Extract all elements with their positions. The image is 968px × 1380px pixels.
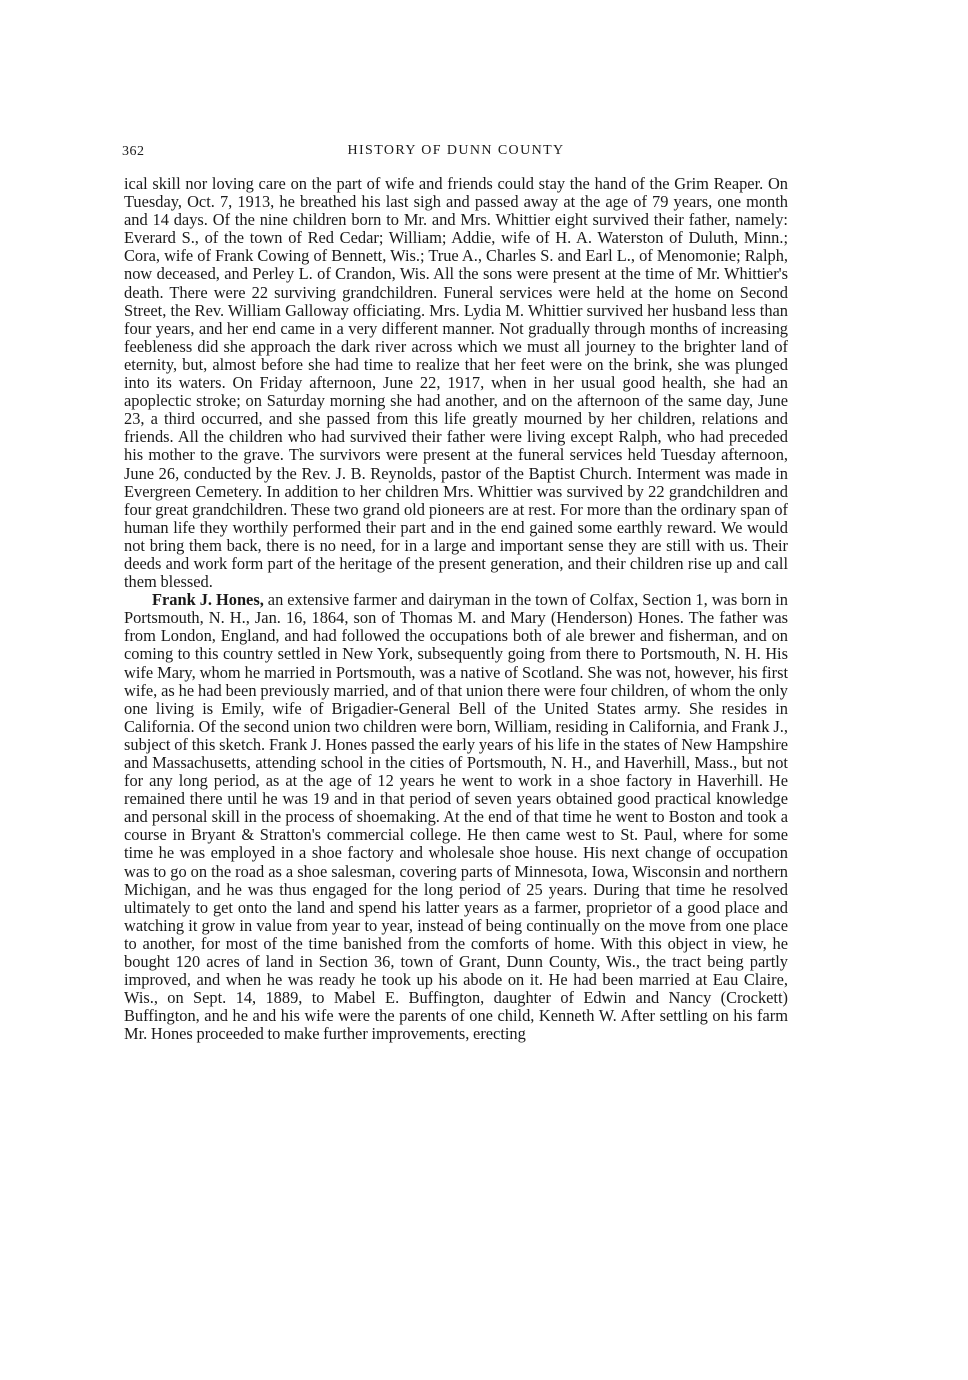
running-head xyxy=(122,140,790,164)
biography-subject-name: Frank J. Hones, xyxy=(152,590,264,610)
biography-paragraph xyxy=(124,591,788,1043)
body-text xyxy=(124,175,788,1044)
page-header-title: HISTORY OF DUNN COUNTY xyxy=(347,143,565,158)
continued-paragraph xyxy=(124,175,788,591)
paragraph-text: an extensive farmer and dairyman in the town of Colfax, Section 1, was born in Portsmouth, N. H., Jan. 16, 1864, son of Thomas M. and Mary (Henderson) Hones. The father was from London, England, and had followed the occupations both of ale brewer and fisherman, and on coming to this country settled in New York, subsequently going from there to Portsmouth, N. H. His wife Mary, whom he married in Portsmouth, was a native of Scotland. She was not, however, his first wife, as he had been previously married, and of that union there were four children, of whom the only one living is Emily, wife of Brigadier-General Bell of the United States army. She resides in California. Of the second union two children were born, William, residing in California, and Frank J., subject of this sketch. Frank J. Hones passed the early years of his life in the states of New Hampshire and Massachusetts, attending school in the cities of Portsmouth, N. H., and Haverhill, Mass., but not for any long period, as at the age of 12 years he went to work in a shoe factory in Haverhill. He remained there until he was 19 and in that period of seven years obtained good practical knowledge and personal skill in the process of shoemaking. At the end of that time he went to Boston and took a course in Bryant & Stratton's commercial college. He then came west to St. Paul, where for some time he was employed in a shoe factory and wholesale shoe house. His next change of occupation was to go on the road as a shoe salesman, covering parts of Minnesota, Iowa, Wisconsin and northern Michigan, and he was thus engaged for the long period of 25 years. During that time he resolved ultimately to get onto the land and spend his latter years as a farmer, proprietor of a good place and watching it grow in value from year to year, instead of being continually on the move from one place to another, for most of the time banished from the comforts of home. With this object in view, he bought 120 acres of land in Section 36, town of Grant, Dunn County, Wis., the tract being partly improved, and when he was ready he took up his abode on it. He had been married at Eau Claire, Wis., on Sept. 14, 1889, to Mabel E. Buffington, daughter of Edwin and Nancy (Crockett) Buffington, and he and his wife were the parents of one child, Kenneth W. After settling on his farm Mr. Hones proceeded to make further improvements, erecting xyxy=(124,590,788,1044)
page-number: 362 xyxy=(122,144,145,159)
paragraph-text: ical skill nor loving care on the part of wife and friends could stay the hand of the Grim Reaper. On Tuesday, Oct. 7, 1913, he breathed his last sigh and passed away at the age of 79 years, one month and 14 days. Of the nine children born to Mr. and Mrs. Whittier eight survived their father, namely: Everard S., of the town of Red Cedar; William; Addie, wife of H. A. Waterston of Duluth, Minn.; Cora, wife of Frank Cowing of Bennett, Wis.; True A., Charles S. and Earl L., of Menomonie; Ralph, now deceased, and Perley L. of Crandon, Wis. All the sons were present at the time of Mr. Whittier's death. There were 22 surviving grandchildren. Funeral services were held at the home on Second Street, the Rev. William Galloway officiating. Mrs. Lydia M. Whittier survived her husband less than four years, and her end came in a very different manner. Not gradually through months of increasing feebleness did she approach the dark river across which we must all journey to the brighter land of eternity, but, almost before she had time to realize that her feet were on the brink, she was plunged into its waters. On Friday afternoon, June 22, 1917, when in her usual good health, she had an apoplectic stroke; on Saturday morning she had another, and on the afternoon of the same day, June 23, a third occurred, and she passed from this life greatly mourned by her children, relations and friends. All the children who had survived their father were living except Ralph, who had preceded his mother to the grave. The survivors were present at the funeral services held Tuesday afternoon, June 26, conducted by the Rev. J. B. Reynolds, pastor of the Baptist Church. Interment was made in Evergreen Cemetery. In addition to her children Mrs. Whittier was survived by 22 grandchildren and four great grandchildren. These two grand old pioneers are at rest. For more than the ordinary span of human life they worthily performed their part and in the end gained some earthly reward. We would not bring them back, there is no need, for in a large and important sense they are still with us. Their deeds and work form part of the heritage of the present generation, and their children rise up and call them blessed. xyxy=(124,174,788,592)
